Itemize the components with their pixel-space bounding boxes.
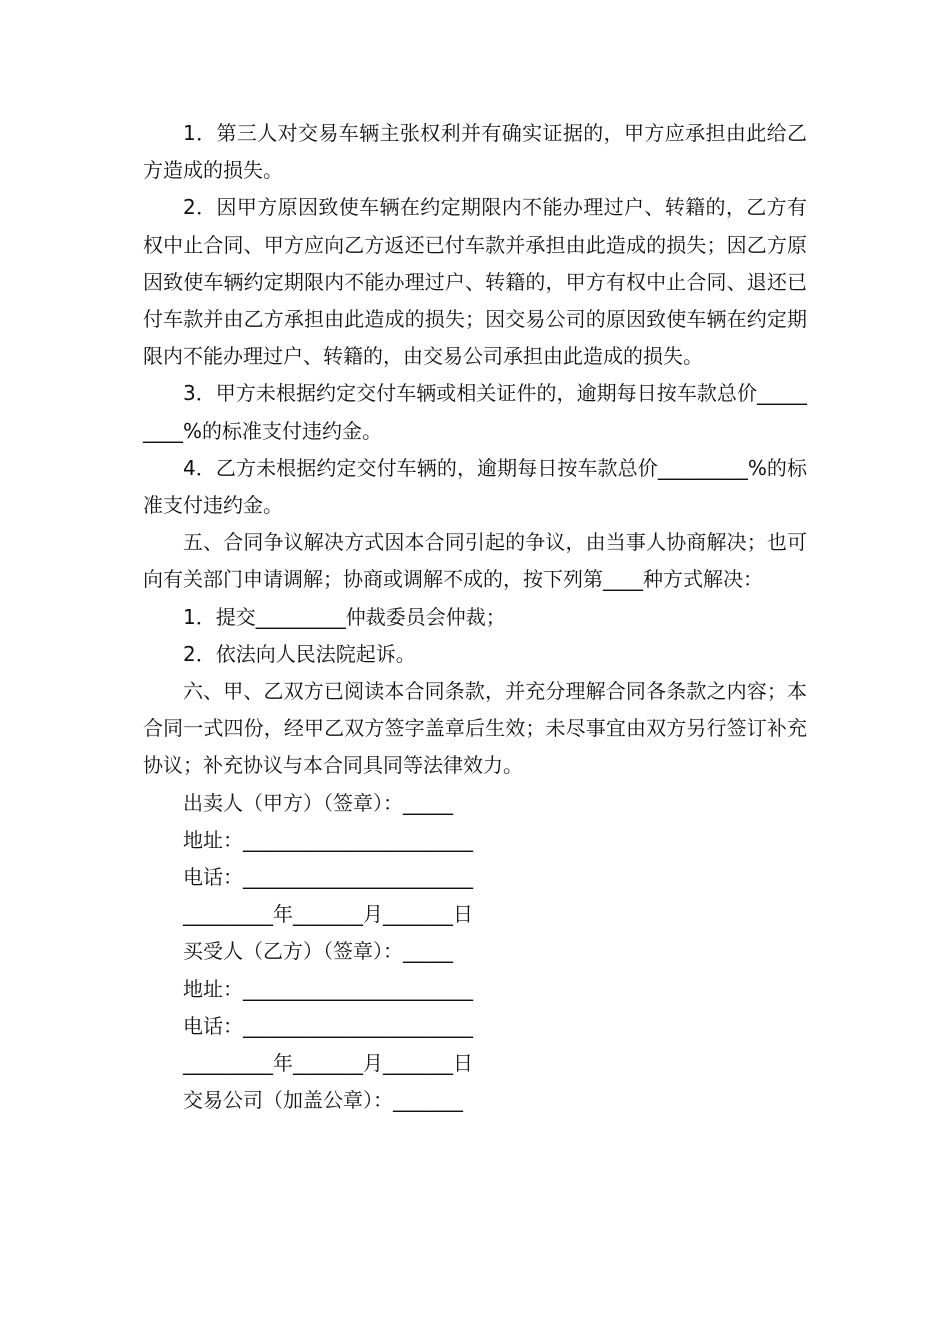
buyer-signature-line: 买受人（乙方）（签章）：_____ <box>183 939 453 964</box>
clause-third-party-claim: 1．第三人对交易车辆主张权利并有确实证据的，甲方应承担由此给乙方造成的损失。 <box>143 121 807 183</box>
buyer-date-line: _________年_______月_______日 <box>183 1051 473 1076</box>
seller-address-line: 地址：_______________________ <box>183 827 473 852</box>
section-contract-effect: 六、甲、乙双方已阅读本合同条款，并充分理解合同各条款之内容；本合同一式四份，经甲乙双方签字盖章后生效；未尽事宜由双方另行签订补充协议；补充协议与本合同具同等法律效力。 <box>143 679 807 778</box>
buyer-phone-line: 电话：_______________________ <box>183 1013 473 1038</box>
seller-signature-line: 出卖人（甲方）（签章）：_____ <box>183 790 453 815</box>
clause-seller-penalty: 3．甲方未根据约定交付车辆或相关证件的，逾期每日按车款总价_________%的标准支付违约金。 <box>143 381 807 443</box>
seller-date-line: _________年_______月_______日 <box>183 902 473 927</box>
section-dispute-resolution: 五、合同争议解决方式因本合同引起的争议，由当事人协商解决；也可向有关部门申请调解；协商或调解不成的，按下列第____种方式解决： <box>143 530 807 592</box>
clause-transfer-failure: 2．因甲方原因致使车辆在约定期限内不能办理过户、转籍的，乙方有权中止合同、甲方应向乙方返还已付车款并承担由此造成的损失；因乙方原因致使车辆约定期限内不能办理过户、转籍的，甲方有权中止合同、退还已付车款并由乙方承担由此造成的损失；因交易公司的原因致使车辆在约定期限内不能办理过户、转籍的，由交易公司承担由此造成的损失。 <box>143 195 807 369</box>
dispute-option-court: 2．依法向人民法院起诉。 <box>183 641 416 666</box>
seller-phone-line: 电话：_______________________ <box>183 865 473 890</box>
dispute-option-arbitration: 1．提交_________仲裁委员会仲裁； <box>183 604 506 629</box>
buyer-address-line: 地址：_______________________ <box>183 976 473 1001</box>
trading-company-seal-line: 交易公司（加盖公章）：_______ <box>183 1088 463 1113</box>
contract-body <box>143 115 807 1119</box>
clause-buyer-penalty: 4．乙方未根据约定交付车辆的，逾期每日按车款总价_________%的标准支付违约金。 <box>143 455 807 518</box>
